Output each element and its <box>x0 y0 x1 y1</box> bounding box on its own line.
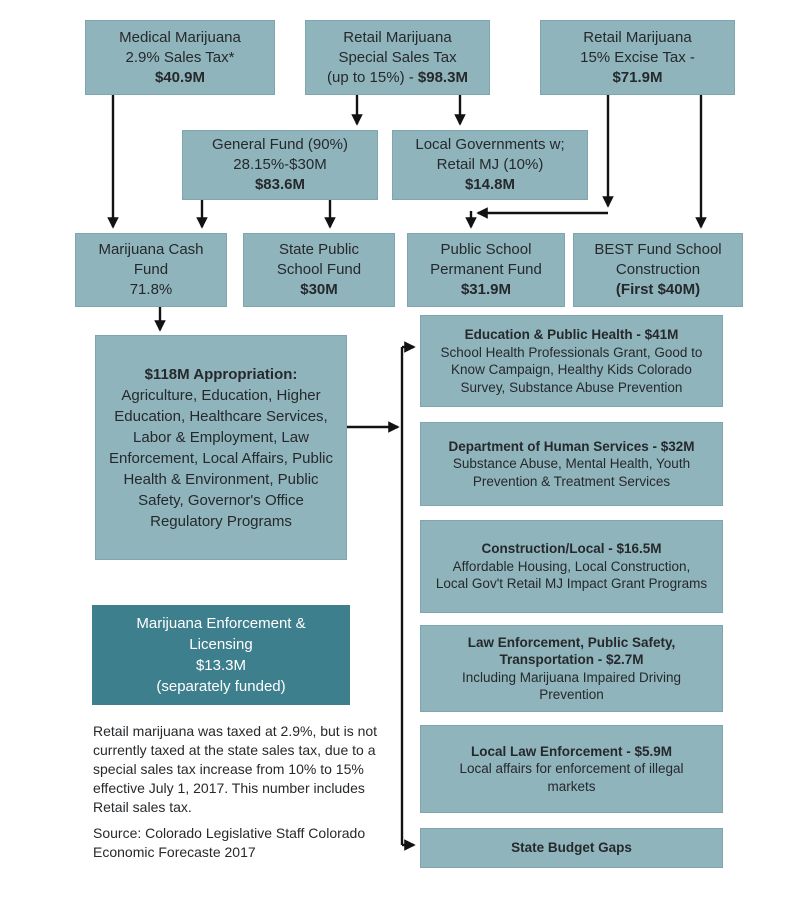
node-line: Permanent Fund <box>430 261 542 278</box>
allocation-title: Department of Human Services - $32M <box>448 438 695 454</box>
node-construction-local <box>420 520 723 613</box>
node-amount: $98.3M <box>417 68 468 86</box>
node-local-law-enforcement <box>420 725 723 813</box>
node-line: BEST Fund School <box>594 241 722 258</box>
allocation-title: State Budget Gaps <box>511 840 632 856</box>
node-best-fund-school-construction <box>573 233 743 307</box>
node-line: Medical Marijuana <box>119 28 241 46</box>
node-public-school-permanent-fund <box>407 233 565 307</box>
allocation-title: Construction/Local - $16.5M <box>481 541 662 557</box>
node-line: School Fund <box>276 261 362 278</box>
node-retail-excise-tax <box>540 20 735 95</box>
node-line: Retail Marijuana <box>583 28 692 46</box>
node-state-budget-gaps <box>420 828 723 868</box>
node-line: Retail MJ (10%) <box>436 156 544 173</box>
appropriation-title: $118M Appropriation: <box>144 365 298 383</box>
node-amount: $83.6M <box>254 176 306 193</box>
node-line: Local Governments w; <box>415 136 565 153</box>
node-appropriation <box>95 335 347 560</box>
allocation-body: Including Marijuana Impaired Driving Prevention <box>461 669 682 702</box>
node-local-governments <box>392 130 588 200</box>
node-general-fund <box>182 130 378 200</box>
allocation-title: Local Law Enforcement - $5.9M <box>470 743 673 759</box>
node-line: Marijuana Cash <box>98 241 204 258</box>
node-enforcement-licensing <box>92 605 350 705</box>
allocation-body: Local affairs for enforcement of illegal markets <box>459 761 684 794</box>
allocation-body: Substance Abuse, Mental Health, Youth Prevention & Treatment Services <box>452 456 691 489</box>
allocation-title: Law Enforcement, Public Safety, Transportation - $2.7M <box>467 634 676 667</box>
node-amount: $13.3M <box>195 657 247 674</box>
node-amount: $40.9M <box>154 68 206 86</box>
node-amount: $14.8M <box>464 176 516 193</box>
allocation-body: School Health Professionals Grant, Good to Know Campaign, Healthy Kids Colorado Survey, Substance Abuse Prevention <box>440 344 703 395</box>
node-amount: $71.9M <box>612 68 663 86</box>
node-line: (separately funded) <box>156 678 286 695</box>
node-line: Construction <box>615 261 701 278</box>
node-retail-special-sales-tax <box>305 20 490 95</box>
node-line: 2.9% Sales Tax* <box>125 48 235 66</box>
node-amount: $31.9M <box>460 281 512 298</box>
node-line: Marijuana Enforcement & <box>136 615 306 632</box>
node-line: Fund <box>133 261 169 278</box>
node-amount: 71.8% <box>129 281 173 298</box>
footnote-text: Retail marijuana was taxed at 2.9%, but is not currently taxed at the state sales tax, due to a special sales tax increase from 10% to 15% effective July 1, 2017. This number includes Retail sales tax. <box>93 723 378 815</box>
node-line: Public School <box>440 241 532 258</box>
node-amount: $30M <box>300 281 338 298</box>
node-education-public-health <box>420 315 723 407</box>
node-line: Retail Marijuana <box>343 28 452 46</box>
node-line: Special Sales Tax <box>338 48 457 66</box>
allocation-body: Affordable Housing, Local Construction, Local Gov't Retail MJ Impact Grant Programs <box>435 558 708 592</box>
source-text: Source: Colorado Legislative Staff Colorado Economic Forecaste 2017 <box>93 825 366 860</box>
allocation-title: Education & Public Health - $41M <box>464 327 679 342</box>
node-medical-marijuana <box>85 20 275 95</box>
node-line: General Fund (90%) <box>212 136 348 153</box>
node-marijuana-cash-fund <box>75 233 227 307</box>
node-human-services <box>420 422 723 506</box>
node-line <box>327 68 468 88</box>
node-line: 28.15%-$30M <box>233 156 327 173</box>
appropriation-body: Agriculture, Education, Higher Education, Healthcare Services, Labor & Employment, Law Enforcement, Local Affairs, Public Health & Environment, Public Safety, Governor's Office Regulatory Programs <box>108 386 333 530</box>
node-line: 15% Excise Tax - <box>580 48 695 66</box>
node-state-public-school-fund <box>243 233 395 307</box>
node-law-enforcement-transportation <box>420 625 723 712</box>
node-line: State Public <box>278 241 360 258</box>
node-amount: (First $40M) <box>615 281 701 298</box>
node-line: Licensing <box>189 636 253 653</box>
node-text: (up to 15%) - <box>327 68 418 86</box>
